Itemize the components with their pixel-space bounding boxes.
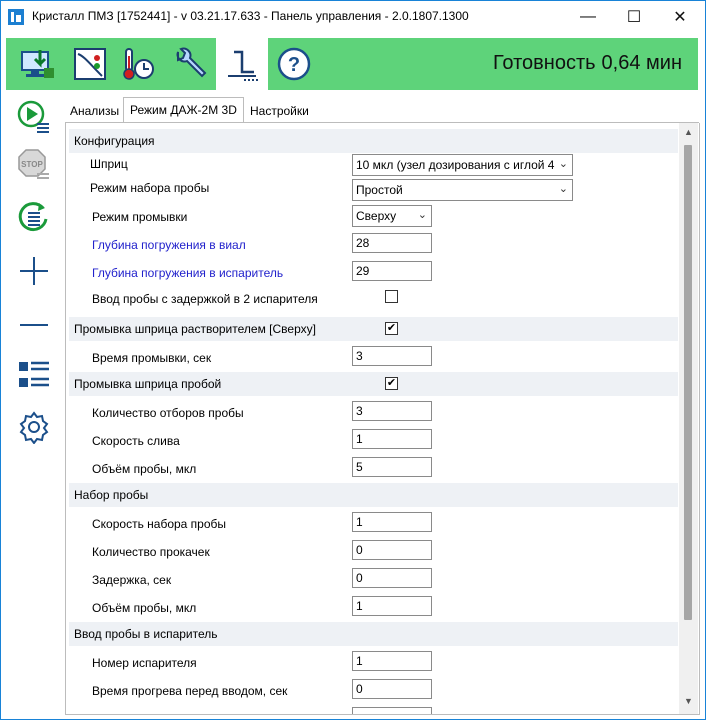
start-icon bbox=[17, 100, 51, 134]
settings-scroll-area bbox=[66, 123, 678, 714]
svg-text:STOP: STOP bbox=[21, 160, 43, 169]
sampling-mode-label: Режим набора пробы bbox=[90, 181, 210, 195]
remove-button[interactable] bbox=[12, 305, 56, 345]
pump-count-input[interactable]: 0 bbox=[352, 540, 432, 560]
svg-text:?: ? bbox=[287, 54, 301, 76]
evaporator-depth-label: Глубина погружения в испаритель bbox=[92, 266, 284, 280]
chevron-down-icon: ⌄ bbox=[558, 183, 568, 195]
scroll-thumb[interactable] bbox=[684, 145, 692, 620]
left-sidebar bbox=[6, 93, 61, 493]
wash-mode-select[interactable] bbox=[352, 205, 432, 227]
draw-count-input[interactable]: 3 bbox=[352, 401, 432, 421]
sampling-volume-label: Объём пробы, мкл bbox=[92, 601, 197, 615]
scroll-down-icon[interactable]: ▼ bbox=[684, 696, 693, 706]
help-icon bbox=[276, 46, 312, 82]
main-toolbar bbox=[6, 38, 698, 90]
evaporator-number-input[interactable]: 1 bbox=[352, 651, 432, 671]
stop-icon bbox=[17, 148, 51, 182]
section-title: Промывка шприца пробой bbox=[74, 377, 222, 391]
toolbar-help-button[interactable] bbox=[268, 38, 320, 90]
section-solvent-wash bbox=[69, 317, 678, 341]
syringe-label: Шприц bbox=[90, 157, 128, 171]
start-button[interactable] bbox=[12, 97, 56, 137]
thermometer-clock-icon bbox=[120, 46, 156, 82]
section-title: Промывка шприца растворителем [Сверху] bbox=[74, 322, 316, 336]
toolbar-chart-button[interactable] bbox=[64, 38, 116, 90]
delay-inject-checkbox[interactable] bbox=[385, 290, 398, 303]
solvent-wash-checkbox[interactable] bbox=[385, 322, 398, 335]
draw-count-label: Количество отборов пробы bbox=[92, 406, 244, 420]
check-icon: ✔ bbox=[386, 322, 397, 334]
title-bar bbox=[1, 1, 705, 32]
tab-daj-mode[interactable]: Режим ДАЖ-2М 3D bbox=[123, 97, 244, 123]
wash-volume-label: Объём пробы, мкл bbox=[92, 462, 197, 476]
toolbar-autosampler-button[interactable] bbox=[216, 38, 268, 93]
pump-count-label: Количество прокачек bbox=[92, 545, 210, 559]
syringe-select[interactable] bbox=[352, 154, 573, 176]
sampling-speed-label: Скорость набора пробы bbox=[92, 517, 227, 531]
drain-speed-label: Скорость слива bbox=[92, 434, 180, 448]
list-view-button[interactable] bbox=[12, 355, 56, 395]
wash-mode-label: Режим промывки bbox=[92, 210, 188, 224]
settings-button[interactable] bbox=[12, 407, 56, 447]
settings-panel bbox=[65, 123, 700, 715]
scroll-up-icon[interactable]: ▲ bbox=[684, 127, 693, 137]
sampling-delay-input[interactable]: 0 bbox=[352, 568, 432, 588]
minimize-button[interactable]: — bbox=[580, 7, 596, 25]
readiness-value: 0,64 мин bbox=[601, 52, 682, 74]
app-logo-icon bbox=[8, 9, 24, 25]
vial-depth-input[interactable]: 28 bbox=[352, 233, 432, 253]
section-sample-wash bbox=[69, 372, 678, 396]
check-icon: ✔ bbox=[386, 377, 397, 389]
vertical-scrollbar[interactable] bbox=[679, 123, 698, 714]
minus-icon bbox=[17, 308, 51, 342]
sampling-volume-input[interactable]: 1 bbox=[352, 596, 432, 616]
section-sampling bbox=[69, 483, 678, 507]
plus-icon bbox=[17, 254, 51, 288]
window-title: Кристалл ПМЗ [1752441] - v 03.21.17.633 - Панель управления - 2.0.1807.1300 bbox=[32, 9, 469, 23]
section-injection bbox=[69, 622, 678, 646]
evaporator-depth-input[interactable]: 29 bbox=[352, 261, 432, 281]
stop-button bbox=[12, 145, 56, 185]
sampling-mode-select[interactable] bbox=[352, 179, 573, 201]
add-button[interactable] bbox=[12, 251, 56, 291]
syringe-value: 10 мкл (узел дозирования с иглой 4 bbox=[356, 158, 555, 172]
sampling-mode-value: Простой bbox=[356, 183, 403, 197]
section-title: Конфигурация bbox=[74, 134, 155, 148]
section-configuration bbox=[69, 129, 678, 153]
vial-depth-label: Глубина погружения в виал bbox=[92, 238, 246, 252]
preheat-time-input[interactable]: 0 bbox=[352, 679, 432, 699]
refresh-button[interactable] bbox=[12, 197, 56, 237]
close-button[interactable]: ✕ bbox=[673, 8, 687, 26]
wash-time-input[interactable]: 3 bbox=[352, 346, 432, 366]
wash-mode-value: Сверху bbox=[356, 209, 397, 223]
sampling-delay-label: Задержка, сек bbox=[92, 573, 172, 587]
next-input-partial[interactable] bbox=[352, 707, 432, 714]
toolbar-download-button[interactable] bbox=[12, 38, 64, 90]
refresh-list-icon bbox=[17, 200, 51, 234]
toolbar-temperature-button[interactable] bbox=[112, 38, 164, 90]
section-title: Ввод пробы в испаритель bbox=[74, 627, 218, 641]
autosampler-icon bbox=[224, 48, 260, 84]
curve-chart-icon bbox=[72, 46, 108, 82]
preheat-time-label: Время прогрева перед вводом, сек bbox=[92, 684, 288, 698]
tab-settings[interactable]: Настройки bbox=[250, 104, 309, 118]
sampling-speed-input[interactable]: 1 bbox=[352, 512, 432, 532]
delay-inject-label: Ввод пробы с задержкой в 2 испарителя bbox=[92, 292, 318, 306]
readiness-status bbox=[493, 52, 682, 75]
download-monitor-icon bbox=[20, 46, 56, 82]
wash-time-label: Время промывки, сек bbox=[92, 351, 212, 365]
section-title: Набор пробы bbox=[74, 488, 149, 502]
gear-icon bbox=[17, 410, 51, 444]
drain-speed-input[interactable]: 1 bbox=[352, 429, 432, 449]
maximize-button[interactable]: ☐ bbox=[626, 8, 642, 26]
toolbar-service-button[interactable] bbox=[164, 38, 216, 90]
tab-analyses[interactable]: Анализы bbox=[70, 104, 120, 118]
chevron-down-icon: ⌄ bbox=[558, 158, 568, 170]
list-icon bbox=[17, 358, 51, 392]
wash-volume-input[interactable]: 5 bbox=[352, 457, 432, 477]
chevron-down-icon: ⌄ bbox=[417, 209, 427, 221]
evaporator-number-label: Номер испарителя bbox=[92, 656, 197, 670]
wrench-icon bbox=[172, 46, 208, 82]
readiness-label: Готовность bbox=[492, 52, 596, 74]
sample-wash-checkbox[interactable] bbox=[385, 377, 398, 390]
